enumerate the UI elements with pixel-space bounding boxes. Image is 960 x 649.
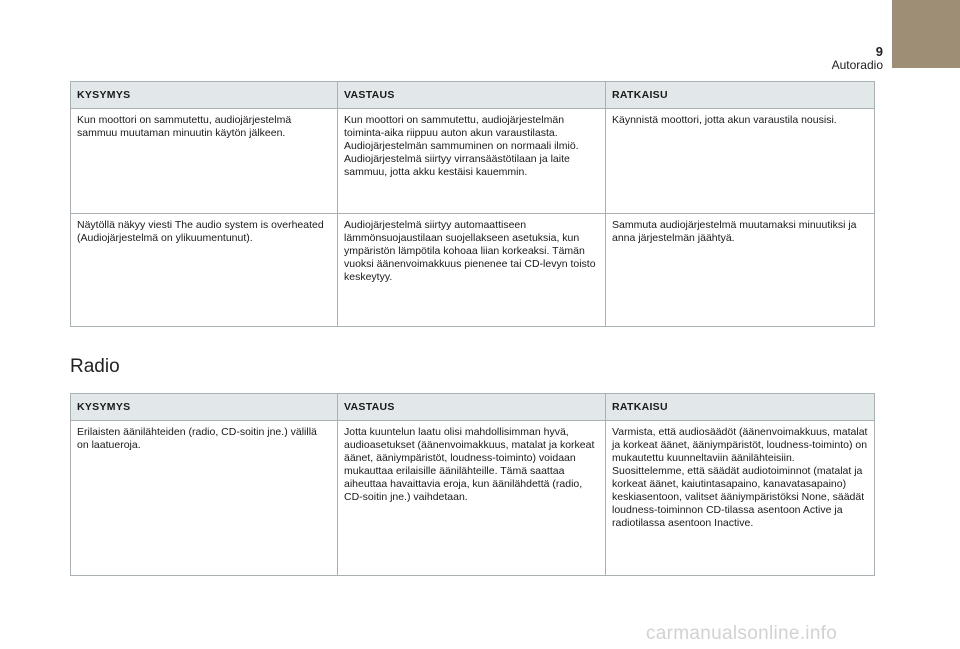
page-number: 9: [875, 44, 883, 59]
section-title: Autoradio: [831, 58, 883, 72]
troubleshooting-table-radio: [70, 393, 875, 576]
solution-cell: Sammuta audiojärjestelmä muutamaksi minuutiksi ja anna järjestelmän jäähtyä.: [606, 214, 875, 327]
header-question: KYSYMYS: [71, 394, 338, 421]
question-cell: Erilaisten äänilähteiden (radio, CD-soitin jne.) välillä on laatueroja.: [71, 421, 338, 576]
table-header-row: [71, 394, 875, 421]
table-header-row: [71, 82, 875, 109]
solution-cell: Käynnistä moottori, jotta akun varaustila nousisi.: [606, 109, 875, 214]
answer-cell: Audiojärjestelmä siirtyy automaattiseen lämmönsuojaustilaan suojellakseen asetuksia, kun ympäristön lämpötila kohoaa liian korkeaksi. Tämän vuoksi äänenvoimakkuus pienenee tai CD-levyn toisto keskeytyy.: [338, 214, 606, 327]
section-heading-radio: Radio: [70, 356, 120, 377]
troubleshooting-table-general: [70, 81, 875, 327]
question-cell: Näytöllä näkyy viesti The audio system is overheated (Audiojärjestelmä on ylikuumentunut).: [71, 214, 338, 327]
table-row: [71, 214, 875, 327]
watermark: carmanualsonline.info: [646, 623, 838, 644]
question-cell: Kun moottori on sammutettu, audiojärjestelmä sammuu muutaman minuutin käytön jälkeen.: [71, 109, 338, 214]
solution-cell: Varmista, että audiosäädöt (äänenvoimakkuus, matalat ja korkeat äänet, ääniympäristöt, loudness-toiminto) on mukautettu kuunneltaviin äänilähteisiin. Suosittelemme, että säädät audiotoiminnot (matalat ja korkeat äänet, kaiutintasapaino, kanavatasapaino) keskiasentoon, valitset ääniympäristöksi None, säädät loudness-toiminnon CD-tilassa asentoon Active ja radiotilassa asentoon Inactive.: [606, 421, 875, 576]
table-row: [71, 421, 875, 576]
header-answer: VASTAUS: [338, 394, 606, 421]
corner-tab: [892, 0, 960, 68]
header-question: KYSYMYS: [71, 82, 338, 109]
header-solution: RATKAISU: [606, 394, 875, 421]
header-answer: VASTAUS: [338, 82, 606, 109]
header-solution: RATKAISU: [606, 82, 875, 109]
table-row: [71, 109, 875, 214]
answer-cell: Jotta kuuntelun laatu olisi mahdollisimman hyvä, audioasetukset (äänenvoimakkuus, matalat ja korkeat äänet, ääniympäristöt, loudness-toiminto) voidaan mukauttaa erilaisille äänilähteille. Tämä saattaa aiheuttaa havaittavia eroja, kun äänilähdettä (radio, CD-soitin jne.) vaihdetaan.: [338, 421, 606, 576]
answer-cell: Kun moottori on sammutettu, audiojärjestelmän toiminta-aika riippuu auton akun varaustilasta. Audiojärjestelmän sammuminen on normaali ilmiö. Audiojärjestelmä siirtyy virransäästötilaan ja laite sammuu, jotta akku kestäisi kauemmin.: [338, 109, 606, 214]
